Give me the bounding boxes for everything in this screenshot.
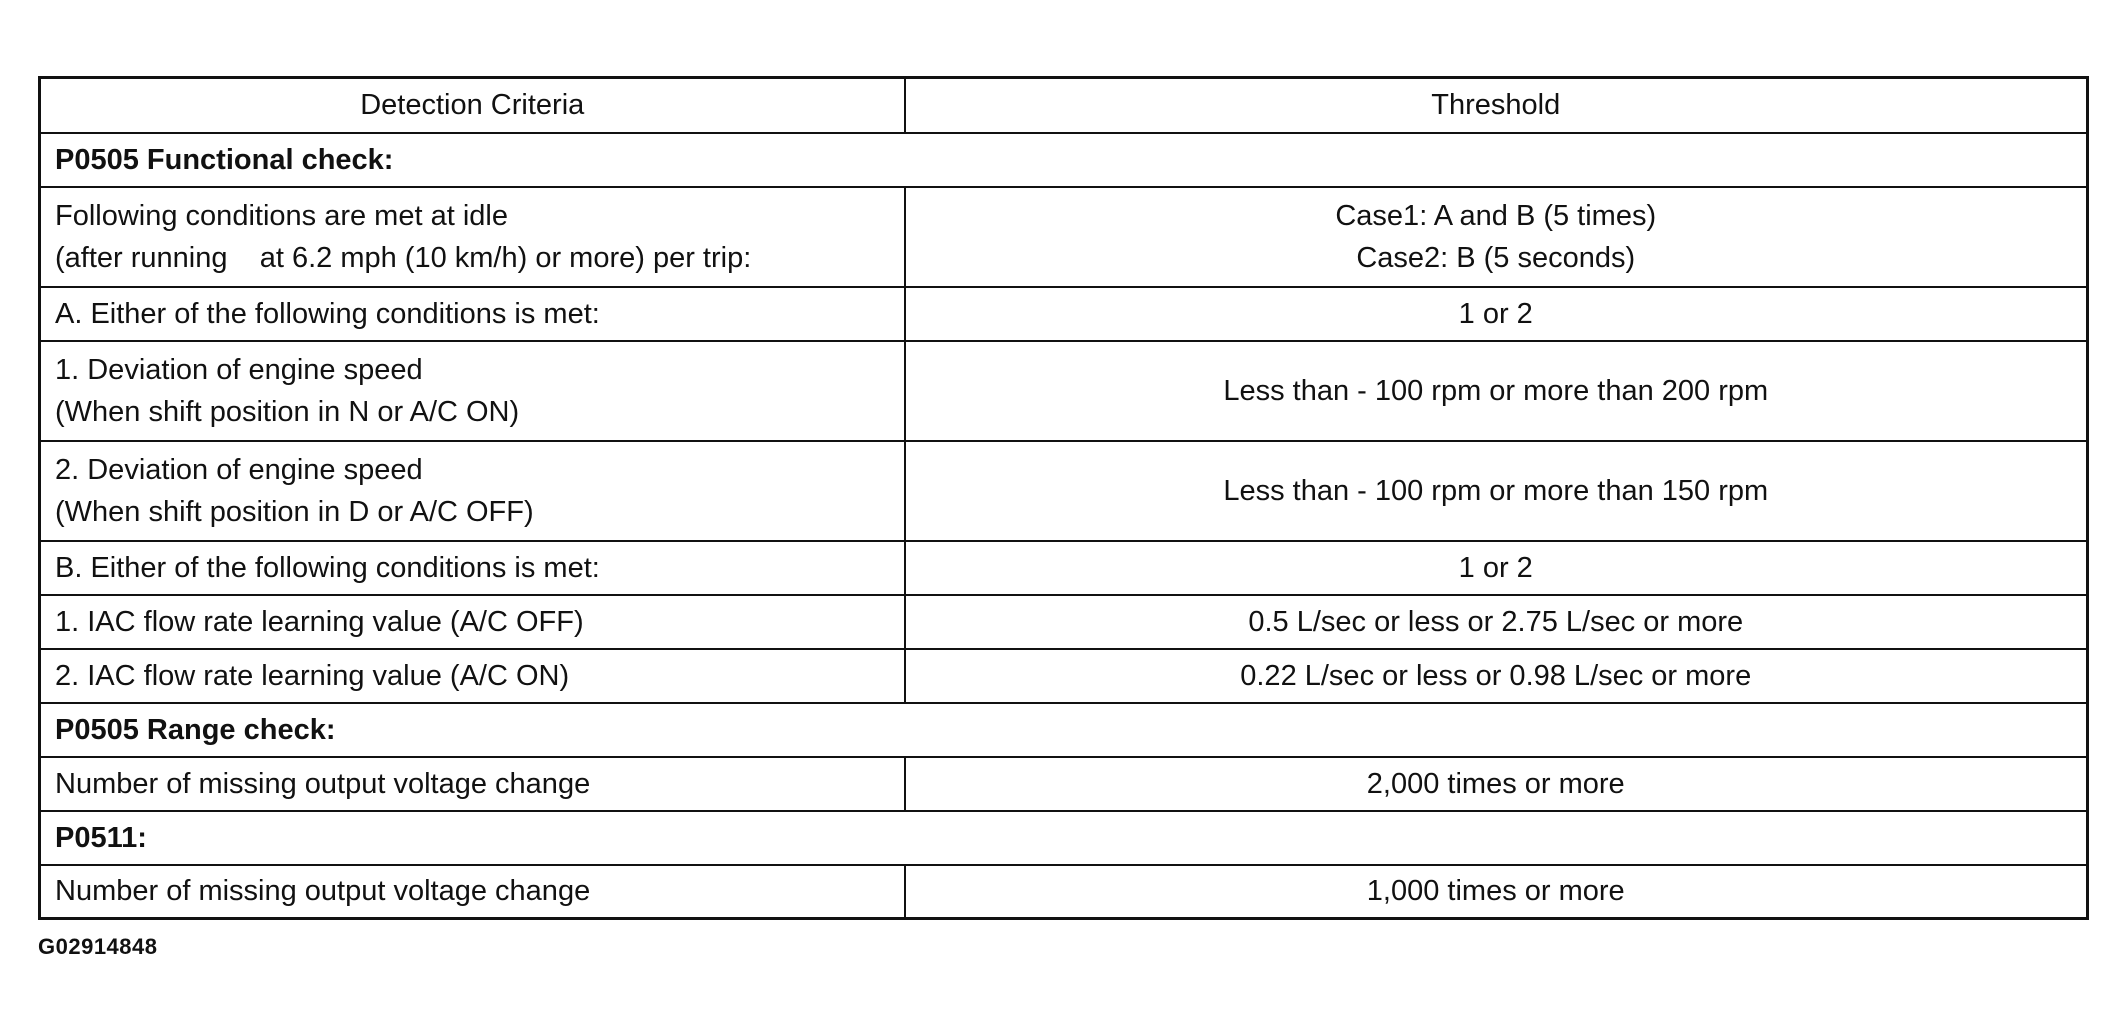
table-row-range-missing-output xyxy=(40,757,2088,811)
threshold-line: Case1: A and B (5 times) xyxy=(1335,199,1657,232)
section-title-functional-check: P0505 Functional check: xyxy=(40,133,2088,187)
threshold-cell: 0.5 L/sec or less or 2.75 L/sec or more xyxy=(905,595,2088,649)
criteria-cell: A. Either of the following conditions is met: xyxy=(40,287,905,341)
criteria-cell: 1. IAC flow rate learning value (A/C OFF) xyxy=(40,595,905,649)
criteria-cell: Number of missing output voltage change xyxy=(40,757,905,811)
header-detection-criteria: Detection Criteria xyxy=(40,78,905,133)
table-row-condition-a1 xyxy=(40,341,2088,441)
criteria-line: Following conditions are met at idle xyxy=(55,199,508,232)
threshold-cell: 0.22 L/sec or less or 0.98 L/sec or more xyxy=(905,649,2088,703)
criteria-line: 1. Deviation of engine speed xyxy=(55,353,423,386)
section-title-p0511: P0511: xyxy=(40,811,2088,865)
threshold-cell: 2,000 times or more xyxy=(905,757,2088,811)
criteria-line: (When shift position in N or A/C ON) xyxy=(55,395,520,428)
table-row-idle-conditions xyxy=(40,187,2088,287)
table-row-condition-a2 xyxy=(40,441,2088,541)
threshold-cell: Less than - 100 rpm or more than 200 rpm xyxy=(905,341,2088,441)
criteria-line: 2. Deviation of engine speed xyxy=(55,453,423,486)
table-row-condition-b xyxy=(40,541,2088,595)
table-row-condition-b2 xyxy=(40,649,2088,703)
threshold-cell xyxy=(905,187,2088,287)
criteria-cell xyxy=(40,441,905,541)
threshold-cell: 1 or 2 xyxy=(905,287,2088,341)
criteria-cell xyxy=(40,341,905,441)
criteria-cell: B. Either of the following conditions is met: xyxy=(40,541,905,595)
figure-id-label: G02914848 xyxy=(38,934,158,959)
criteria-cell: Number of missing output voltage change xyxy=(40,865,905,919)
header-threshold: Threshold xyxy=(905,78,2088,133)
table-header-row xyxy=(40,78,2088,133)
criteria-cell: 2. IAC flow rate learning value (A/C ON) xyxy=(40,649,905,703)
section-title-range-check: P0505 Range check: xyxy=(40,703,2088,757)
threshold-cell: Less than - 100 rpm or more than 150 rpm xyxy=(905,441,2088,541)
table-row-condition-a xyxy=(40,287,2088,341)
threshold-cell: 1,000 times or more xyxy=(905,865,2088,919)
section-row-range-check xyxy=(40,703,2088,757)
section-row-functional-check xyxy=(40,133,2088,187)
section-row-p0511 xyxy=(40,811,2088,865)
threshold-line: Case2: B (5 seconds) xyxy=(1356,241,1636,274)
table-row-p0511-missing-output xyxy=(40,865,2088,919)
threshold-cell: 1 or 2 xyxy=(905,541,2088,595)
criteria-line: (after running at 6.2 mph (10 km/h) or more) per trip: xyxy=(55,241,752,274)
criteria-cell xyxy=(40,187,905,287)
table-row-condition-b1 xyxy=(40,595,2088,649)
criteria-line: (When shift position in D or A/C OFF) xyxy=(55,495,534,528)
detection-criteria-table xyxy=(38,76,2089,920)
